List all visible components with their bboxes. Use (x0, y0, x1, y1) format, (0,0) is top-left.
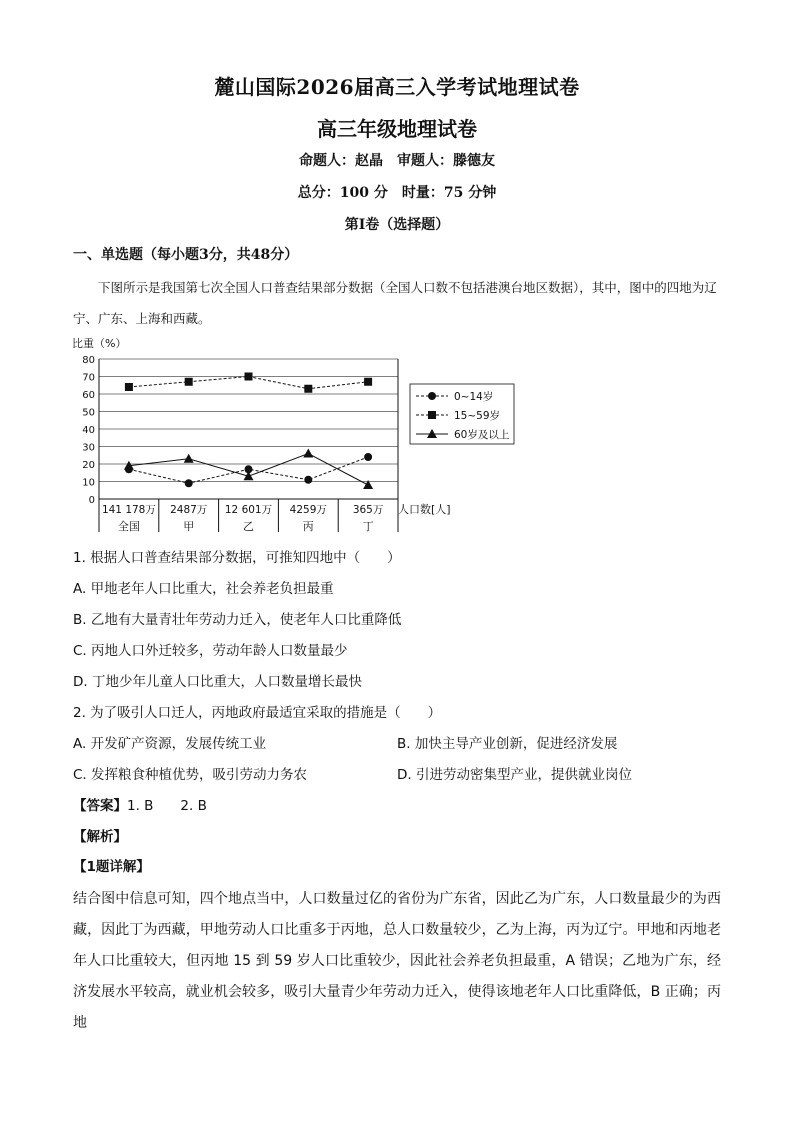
y-tick-label: 50 (82, 407, 95, 419)
section-heading: 一、单选题（每小题3分，共48分） (73, 247, 299, 263)
intro-text: 下图所示是我国第七次全国人口普查结果部分数据（全国人口数不包括港澳台地区数据），其中，图中的四地为辽宁、广东、上海和西藏。 (73, 280, 717, 326)
chart-x-label: 人口数[人] (398, 503, 451, 516)
detail-paragraph (73, 884, 721, 1039)
legend-label: 60岁及以上 (454, 429, 510, 441)
data-point-square (185, 378, 193, 386)
q2-option-a[interactable]: A. 开发矿产资源，发展传统工业 (73, 736, 267, 752)
category-population-label: 2487万 (170, 504, 208, 516)
data-point-square (364, 378, 372, 386)
answer-label: 【答案】 (73, 798, 127, 814)
category-population-label: 4259万 (289, 504, 327, 516)
question-intro (73, 272, 723, 334)
data-point-triangle (184, 454, 194, 463)
exam-subtitle: 高三年级地理试卷 (317, 117, 477, 141)
answer-line (73, 794, 207, 814)
category-name-label: 乙 (243, 520, 254, 533)
q2-option-d[interactable]: D. 引进劳动密集型产业，提供就业岗位 (397, 767, 632, 783)
data-point-square (428, 411, 436, 419)
q1-stem: 1. 根据人口普查结果部分数据，可推知四地中（ ） (73, 550, 401, 566)
category-name-label: 全国 (117, 520, 140, 533)
y-tick-label: 30 (82, 442, 95, 454)
detail-label: 【1题详解】 (73, 859, 150, 875)
q1-option-d[interactable]: D. 丁地少年儿童人口比重大，人口数量增长最快 (73, 674, 362, 690)
chart-series (124, 373, 373, 490)
y-tick-label: 10 (82, 477, 95, 489)
chart-y-ticks (82, 355, 95, 506)
exam-authors: 命题人：赵晶 审题人：滕德友 (299, 153, 495, 169)
population-chart (70, 335, 520, 535)
data-point-circle (185, 479, 193, 487)
data-point-triangle (303, 449, 313, 458)
analysis-label: 【解析】 (73, 829, 127, 845)
y-tick-label: 80 (82, 355, 95, 366)
volume-heading: 第Ⅰ卷（选择题） (344, 217, 450, 233)
exam-title: 麓山国际2026届高三入学考试地理试卷 (214, 75, 580, 99)
y-tick-label: 0 (88, 495, 95, 506)
y-tick-label: 20 (82, 460, 95, 471)
chart-legend (410, 384, 514, 444)
data-point-circle (304, 476, 312, 484)
data-point-circle (428, 392, 436, 400)
y-tick-label: 60 (82, 390, 95, 401)
data-point-square (304, 385, 312, 393)
data-point-square (245, 373, 253, 381)
y-tick-label: 40 (82, 425, 95, 436)
answer-text: 1. B 2. B (127, 798, 207, 814)
data-point-circle (364, 453, 372, 461)
data-point-square (125, 383, 133, 391)
y-tick-label: 70 (82, 372, 95, 384)
q1-option-a[interactable]: A. 甲地老年人口比重大，社会养老负担最重 (73, 581, 334, 597)
detail-text: 结合图中信息可知，四个地点当中，人口数量过亿的省份为广东省，因此乙为广东，人口数量最少的为西藏，因此丁为西藏，甲地劳动人口比重多于丙地，总人口数量较少，乙为上海，丙为辽宁。甲地和丙地老年人口比重较大，但丙地 15 到 59 岁人口比重较少，因此社会养老负担最重，A 错误；乙地为广东，经济发展水平较高，就业机会较多，吸引大量青少年劳动力迁入，使得该地老年人口比重降低，B 正确；丙地 (73, 891, 721, 1031)
category-population-label: 365万 (352, 504, 384, 516)
q2-option-b[interactable]: B. 加快主导产业创新，促进经济发展 (397, 736, 618, 752)
series-circle (125, 453, 372, 487)
legend-label: 15~59岁 (454, 410, 501, 422)
category-name-label: 丙 (302, 520, 314, 533)
chart-y-label: 比重（%） (72, 337, 127, 350)
q2-stem: 2. 为了吸引人口迁人，丙地政府最适宜采取的措施是（ ） (73, 705, 442, 721)
data-point-triangle (244, 471, 254, 480)
chart-category-table (99, 499, 398, 533)
category-population-label: 12 601万 (224, 504, 273, 516)
legend-label: 0~14岁 (454, 391, 494, 403)
score-and-time: 总分：100 分 时量：75 分钟 (297, 185, 497, 201)
category-name-label: 丁 (362, 520, 374, 533)
q1-option-c[interactable]: C. 丙地人口外迁较多，劳动年龄人口数量最少 (73, 643, 348, 659)
q1-option-b[interactable]: B. 乙地有大量青壮年劳动力迁入，使老年人口比重降低 (73, 612, 402, 628)
q2-option-c[interactable]: C. 发挥粮食种植优势，吸引劳动力务农 (73, 767, 308, 783)
series-square (125, 373, 372, 393)
category-name-label: 甲 (183, 520, 195, 533)
category-population-label: 141 178万 (101, 504, 156, 516)
